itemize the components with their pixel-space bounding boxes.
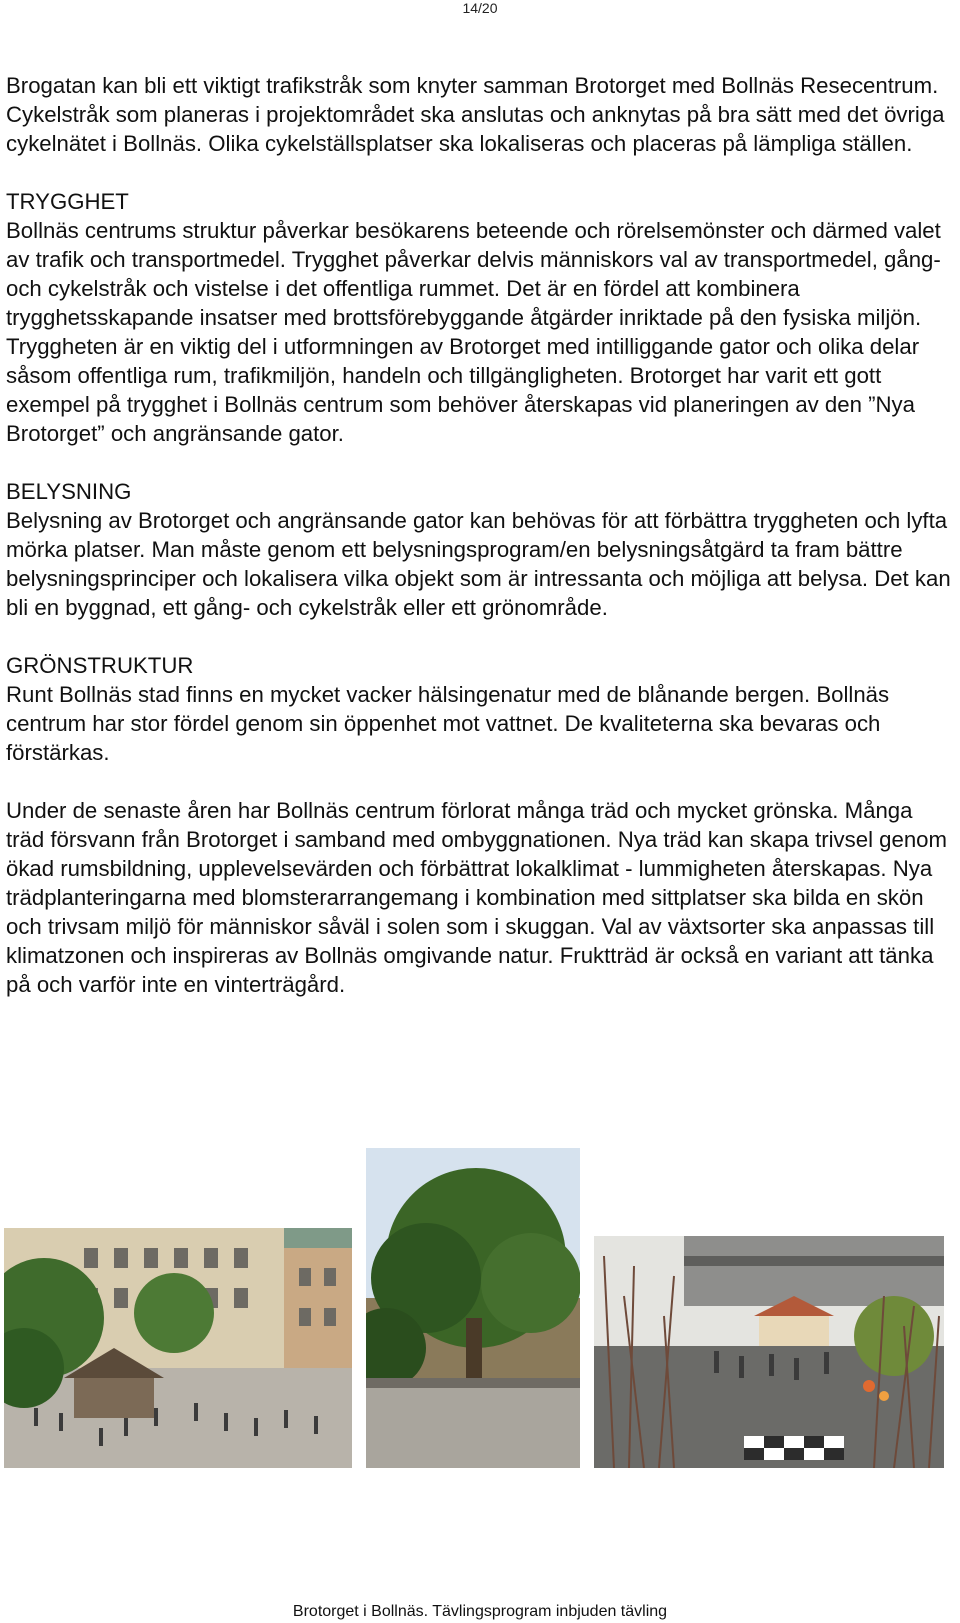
paragraph-belysning: Belysning av Brotorget och angränsande gator kan behövas för att förbättra tryggheten och lyfta mörka platser. Man måste genom ett belysningsprogram/en belysningsåtgärd ta fram bättre belysningsprinciper och lokalisera vilka objekt som är intressanta och möjliga att belysa. Det kan bli en byggnad, ett gång- och cykelstråk eller ett grönområde. [6,508,951,620]
document-body [6,71,956,999]
heading-trygghet: TRYGGHET [6,189,129,214]
heading-belysning: BELYSNING [6,479,132,504]
paragraph-trygghet: Bollnäs centrums struktur påverkar besökarens beteende och rörelsemönster och därmed valet av trafik och transportmedel. Trygghet påverkar delvis människors val av transportmedel, gång- och cykelstråk och vistelse i det offentliga rummet. Det är en fördel att kombinera trygghetsskapande insatser med brottsförebyggande åtgärder inriktade på den fysiska miljön. Tryggheten är en viktig del i utformningen av Brotorget med intilliggande gator och olika delar såsom offentliga rum, trafikmiljön, handeln och tillgängligheten. Brotorget har varit ett gott exempel på trygghet i Bollnäs centrum som behöver återskapas vid planeringen av den ”Nya Brotorget” och angränsande gator. [6,218,941,446]
paragraph-gronstruktur-2: Under de senaste åren har Bollnäs centrum förlorat många träd och mycket grönska. Många träd försvann från Brotorget i samband med ombyggnationen. Nya träd kan skapa trivsel genom ökad rumsbildning, upplevelsevärden och förbättrat lokalklimat - lummigheten återskapas. Nya trädplanteringarna med blomsterarrangemang i kombination med sittplatser ska bilda en skön och trivsam miljö för människor såväl i solen som i skuggan. Val av växtsorter ska anpassas till klimatzonen och inspireras av Bollnäs omgivande natur. Fruktträd är också en variant att tänka på och varför inte en vinterträgård. [6,798,948,997]
page-footer: Brotorget i Bollnäs. Tävlingsprogram inbjuden tävling [292,1603,668,1620]
heading-gronstruktur: GRÖNSTRUKTUR [6,653,194,678]
photo-large-tree [366,1148,580,1468]
photo-square-buildings [4,1228,352,1468]
photo-market-grasses [594,1236,944,1468]
page-number: 14/20 [462,0,498,16]
paragraph-gronstruktur: Runt Bollnäs stad finns en mycket vacker hälsingenatur med de blånande bergen. Bollnäs centrum har stor fördel genom sin öppenhet mot vattnet. De kvaliteterna ska bevaras och förstärkas. [6,682,890,765]
intro-paragraph: Brogatan kan bli ett viktigt trafikstråk som knyter samman Brotorget med Bollnäs Resecentrum. Cykelstråk som planeras i projektområdet ska anslutas och anknytas på bra sätt med det övriga cykelnätet i Bollnäs. Olika cykelställsplatser ska lokaliseras och placeras på lämpliga ställen. [6,73,945,156]
